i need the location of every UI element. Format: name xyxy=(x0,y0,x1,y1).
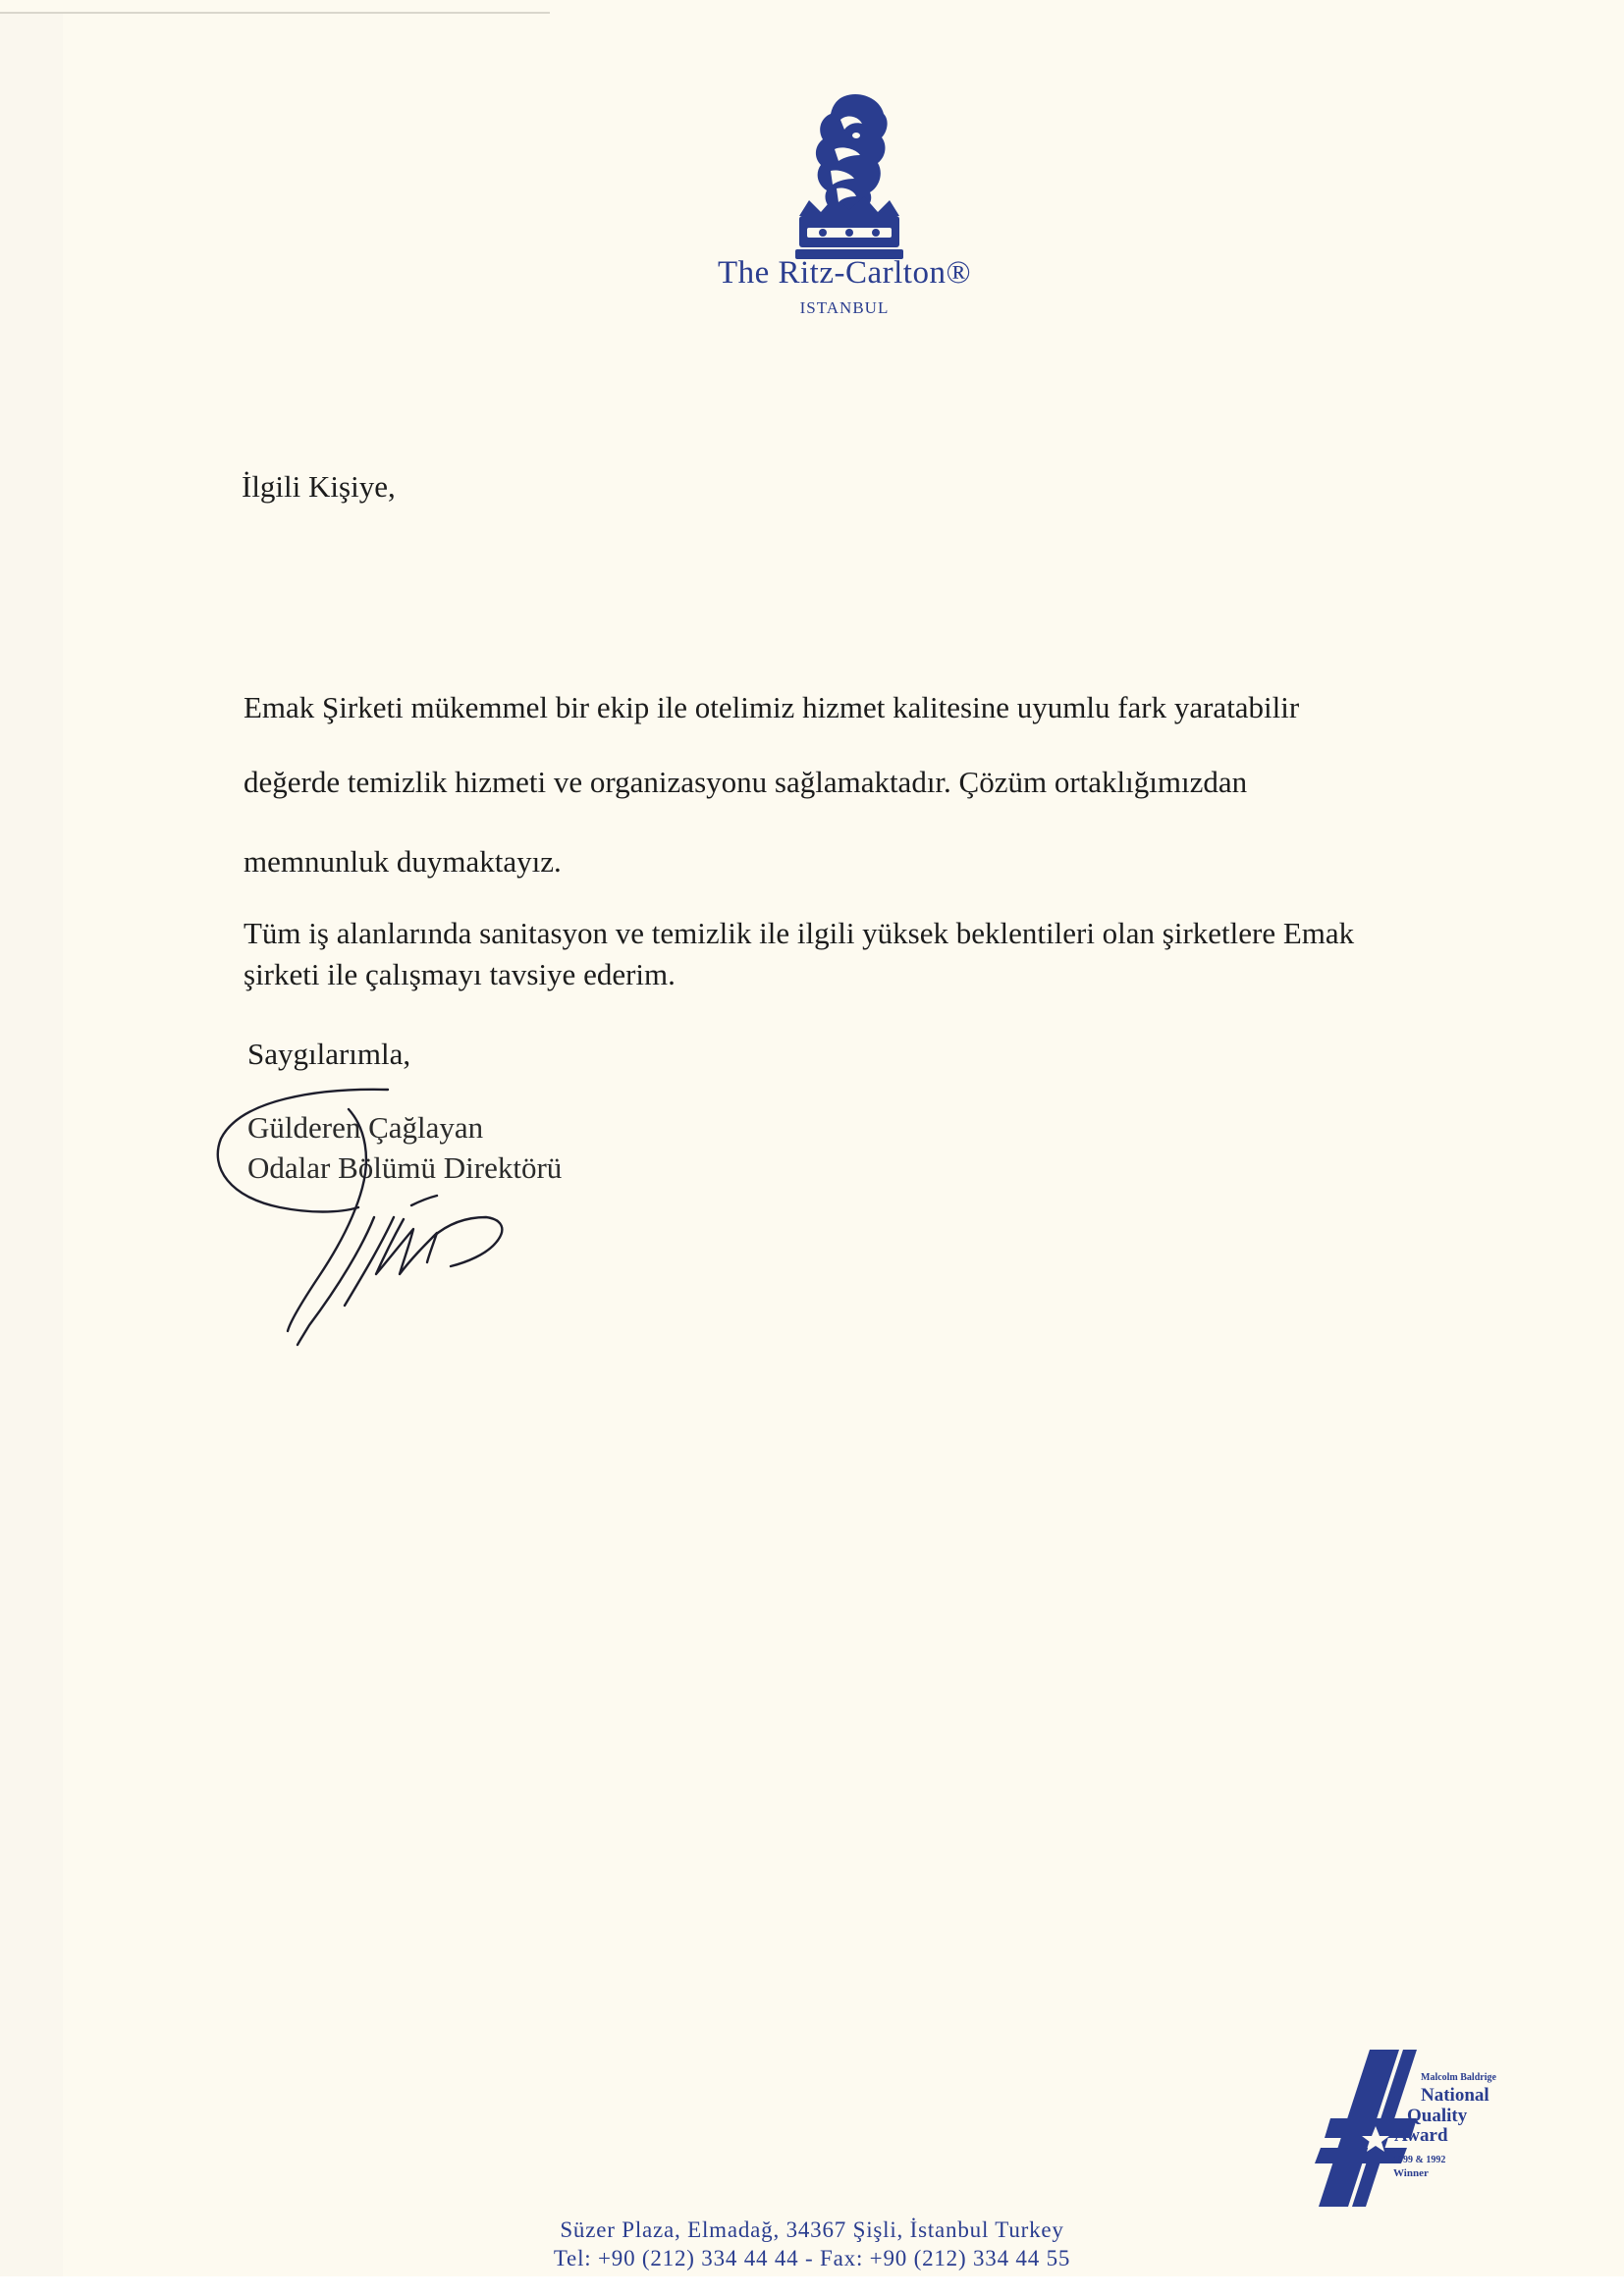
scan-top-edge xyxy=(0,12,550,14)
scan-left-edge xyxy=(0,14,63,2296)
award-line1: Malcolm Baldrige xyxy=(1421,2072,1496,2083)
award-line2: National xyxy=(1421,2085,1489,2106)
scan-bottom-edge xyxy=(0,2276,1624,2296)
award-line3: Quality xyxy=(1407,2106,1468,2126)
signer-name: Gülderen Çağlayan xyxy=(247,1110,484,1145)
award-line5: 1999 & 1992 xyxy=(1393,2155,1446,2165)
award-line4: Award xyxy=(1394,2125,1448,2146)
closing: Saygılarımla, xyxy=(247,1037,411,1071)
signer-title: Odalar Bölümü Direktörü xyxy=(247,1150,563,1185)
paragraph1-line2: değerde temizlik hizmeti ve organizasyonu sağlamaktadır. Çözüm ortaklığımızdan xyxy=(244,765,1248,799)
paragraph2-line1: Tüm iş alanlarında sanitasyon ve temizlik ile ilgili yüksek beklentileri olan şirketlere Emak xyxy=(244,916,1355,950)
lion-crown-logo-icon xyxy=(785,90,913,263)
paragraph1-line1: Emak Şirketi mükemmel bir ekip ile otelimiz hizmet kalitesine uyumlu fark yaratabilir xyxy=(244,690,1300,724)
brand-name: The Ritz-Carlton® xyxy=(717,255,972,291)
footer-address: Süzer Plaza, Elmadağ, 34367 Şişli, İstanbul Turkey xyxy=(560,2217,1064,2242)
salutation: İlgili Kişiye, xyxy=(242,469,396,504)
paragraph1-line3: memnunluk duymaktayız. xyxy=(244,844,562,879)
footer-contact: Tel: +90 (212) 334 44 44 - Fax: +90 (212) 334 44 55 xyxy=(553,2246,1071,2270)
handwritten-signature-icon xyxy=(201,1070,594,1374)
paragraph2-line2: şirketi ile çalışmayı tavsiye ederim. xyxy=(244,957,676,991)
brand-city: ISTANBUL xyxy=(799,298,890,317)
award-line6: Winner xyxy=(1393,2167,1429,2179)
